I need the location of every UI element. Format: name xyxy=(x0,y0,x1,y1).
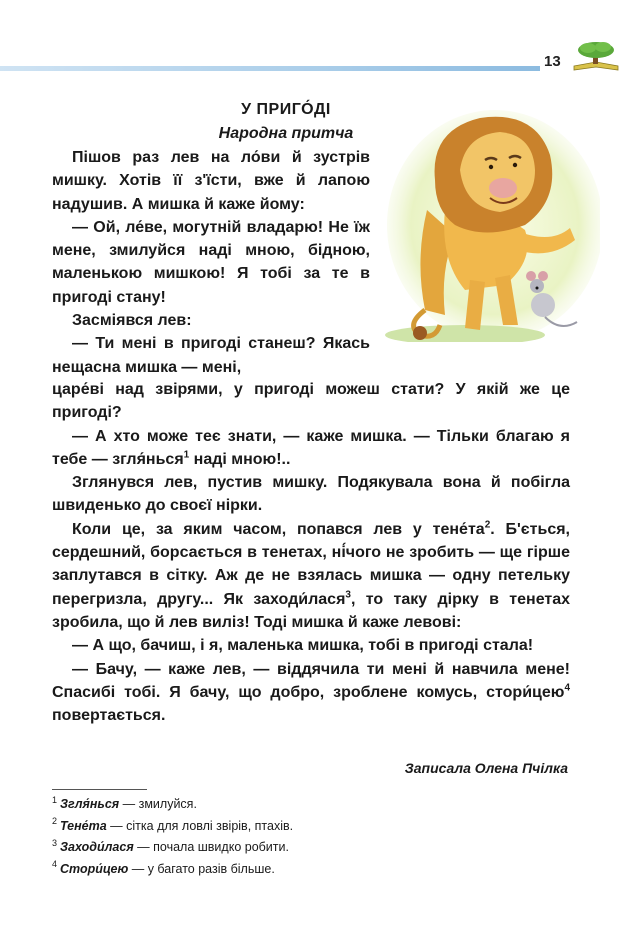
footnote-term: Стори́цею xyxy=(60,861,129,876)
paragraph-9 xyxy=(52,658,570,728)
footnote-4 xyxy=(52,859,572,881)
footnote-number: 3 xyxy=(52,837,58,848)
footnote-2 xyxy=(52,816,572,838)
page-number: 13 xyxy=(544,53,561,70)
paragraph-1: Пішов раз лев на ло́ви й зустрів мишку. Хотів її з'їсти, вже й лапою надушив. А мишка й каже йому: xyxy=(52,149,370,213)
p9-text-a: — Бачу, — каже лев, — віддячила ти мені й навчила мене! Спасибі тобі. Я бачу, що добро, зроблене комусь, стори́цею xyxy=(52,660,570,701)
footnote-mark-4: 4 xyxy=(564,682,570,694)
p9-text-b: повертається. xyxy=(52,707,166,725)
footnote-3 xyxy=(52,837,572,859)
paragraph-5 xyxy=(52,425,570,472)
footnote-definition: — змилуйся. xyxy=(119,797,197,811)
footnote-term: Тене́та xyxy=(60,818,107,833)
footnote-number: 4 xyxy=(52,859,58,870)
footnote-definition: — почала швидко робити. xyxy=(133,840,289,854)
paragraph-6: Зглянувся лев, пустив мишку. Подякувала вона й побігла швиденько до своєї нірки. xyxy=(52,474,570,515)
paragraph-3: Засміявся лев: xyxy=(72,312,192,330)
footnote-term: Згля́нься xyxy=(60,797,120,811)
paragraph-4: — Ти мені в пригоді станеш? Якась нещасна мишка — мені, xyxy=(52,335,370,376)
attribution: Записала Олена Пчілка xyxy=(404,760,568,776)
footnote-definition: — сітка для ловлі звірів, птахів. xyxy=(106,818,294,833)
footnote-1 xyxy=(52,794,572,816)
tree-book-icon xyxy=(572,40,620,72)
paragraph-8: — А що, бачиш, і я, маленька мишка, тобі в пригоді стала! xyxy=(72,637,534,655)
p5-text-b: наді мною!.. xyxy=(193,450,291,468)
footnote-mark-2: 2 xyxy=(484,519,491,531)
story-text-top xyxy=(52,146,370,379)
footnote-number: 1 xyxy=(52,794,58,805)
paragraph-2: — Ой, ле́ве, могутній владарю! Не їж мене, змилуйся наді мною, бідною, маленькою мишкою! Я тобі за те в пригоді стану! xyxy=(52,218,370,306)
p7-text-a: Коли це, за яким часом, попався лев у тене́та xyxy=(72,520,485,538)
story-subtitle: Народна притча xyxy=(218,125,354,142)
p7-text-c: , то таку дірку в тенетах зробила, що й лев виліз! Тоді мишка й каже левові: xyxy=(52,590,571,631)
footnote-number: 2 xyxy=(52,816,58,827)
footnote-divider xyxy=(52,789,147,790)
footnote-mark-3: 3 xyxy=(345,589,351,601)
paragraph-4-continued: царе́ві над звірями, у пригоді можеш стати? У якій же це пригоді? xyxy=(52,381,570,422)
story-text-main xyxy=(52,378,570,727)
footnotes xyxy=(52,794,572,880)
footnote-mark-1: 1 xyxy=(183,449,190,461)
p7-text-b: . Б'ється, сердешний, борсається в тенетах, ні́чого не зробить — ще гірше заплутався в сітку. Аж де не взялась мишка — одну петельку перегризла, другу... Як заходи́лася xyxy=(52,520,570,608)
lion-and-mouse-illustration xyxy=(385,110,600,342)
header-rule xyxy=(0,66,540,71)
paragraph-7 xyxy=(52,518,570,634)
p5-text-a: — А хто може теє знати, — каже мишка. — Тільки благаю я тебе — згля́нься xyxy=(52,427,570,468)
footnote-term: Заходи́лася xyxy=(60,840,134,854)
story-title: У ПРИГО́ДІ xyxy=(241,101,331,118)
footnote-definition: — у багато разів більше. xyxy=(128,861,275,876)
